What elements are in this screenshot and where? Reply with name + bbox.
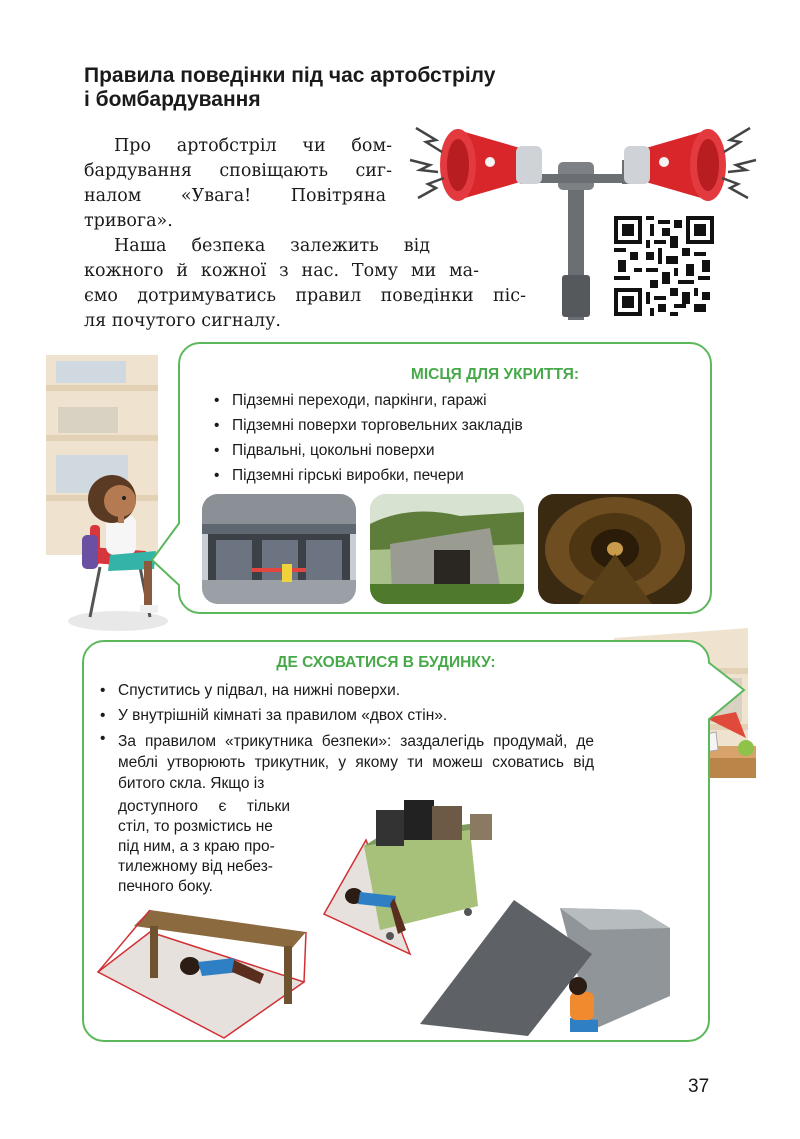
shelters-title: МІСЦЯ ДЛЯ УКРИТТЯ: [410,366,580,383]
bubble-tail [150,520,190,590]
wrap-line: під ним, а з краю про- [118,838,275,855]
intro-line: ємо дотримуватись правил поведінки піс- [84,286,526,306]
heading-line-1: Правила поведінки під час артобстрілу [84,64,496,87]
intro-line: Про артобстріл чи бом- [114,136,392,156]
wrap-text [118,797,314,897]
concrete-slab-shelter-illustration [420,900,672,1040]
list-item: • Підземні переходи, паркінги, гаражі [212,388,523,413]
list-item: • Підземні поверхи торговельних закладів [212,413,523,438]
page-number: 37 [688,1076,710,1097]
bunker-photo [370,494,524,604]
home-bubble [82,640,710,1042]
wrap-line: доступного є тільки [118,798,290,815]
intro-line: налом «Увага! Повітряна [84,186,386,206]
shelters-list [212,388,523,488]
table-shelter-illustration [94,892,314,1042]
girl-on-chair-illustration [46,355,176,635]
intro-line: бардування сповіщають сиг- [84,161,392,181]
wrap-line: тилежному від небез- [118,858,273,875]
underground-parking-photo [202,494,356,604]
intro-line: кожного й кожної з нас. Тому ми ма- [84,261,479,281]
wrap-line: стіл, то розмістись не [118,818,273,835]
list-item: • Підземні гірські виробки, печери [212,463,523,488]
shelters-bubble [178,342,712,614]
cave-tunnel-photo [538,494,692,604]
heading-line-2: і бомбардування [84,88,261,111]
intro-line: тривога». [84,211,173,231]
page-heading [84,64,554,112]
home-list [98,678,594,794]
list-item: • Спуститись у підвал, на нижні поверхи. [98,678,594,703]
bubble-tail [708,660,748,740]
list-item: • У внутрішній кімнаті за правилом «двох стін». [98,703,594,728]
list-item: • Підвальні, цокольні поверхи [212,438,523,463]
qr-code[interactable] [614,216,714,316]
home-title: ДЕ СХОВАТИСЯ В БУДИНКУ: [276,654,496,671]
list-item: • За правилом «трикутника безпеки»: заздалегідь продумай, де меблі утворюють трикутник, у якому ти можеш сховатись від битого скла. Якщо із [98,728,594,794]
intro-line: ля почутого сигналу. [84,311,281,331]
intro-line: Наша безпека залежить від [114,236,430,256]
wrap-line: печного боку. [118,878,213,895]
